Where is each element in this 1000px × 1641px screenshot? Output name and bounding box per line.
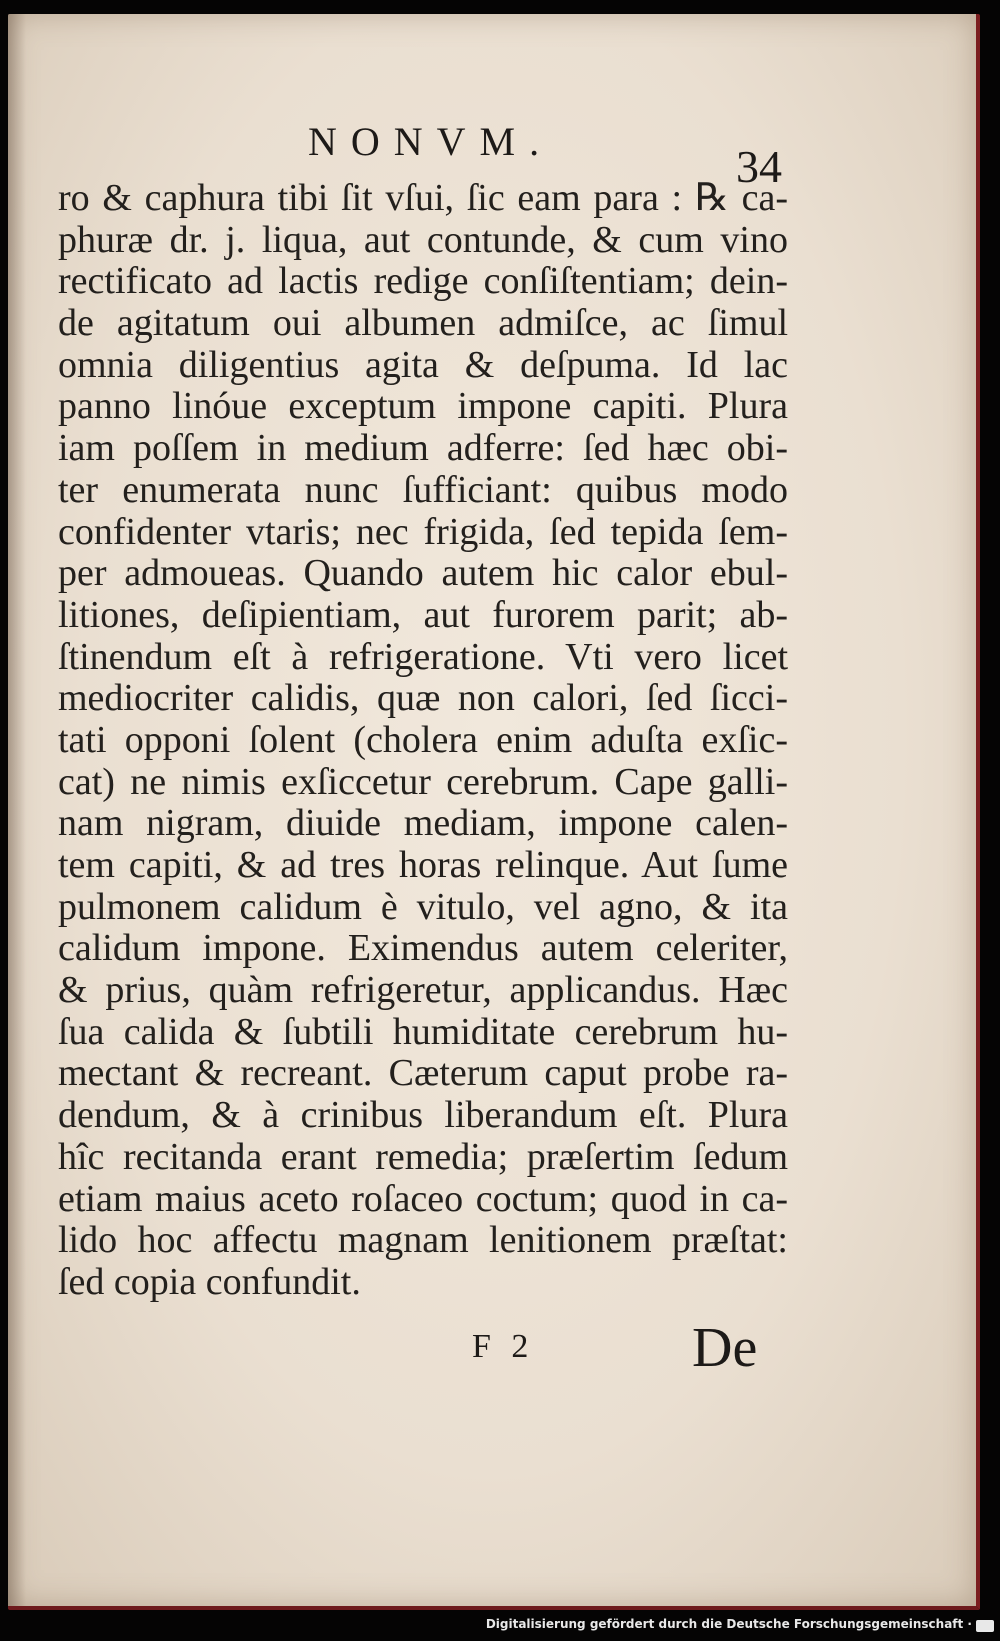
- text-line: de agitatum oui albumen admiſce, ac ſimul: [58, 302, 788, 345]
- text-line: tem capiti, & ad tres horas relinque. Aut ſume: [58, 844, 788, 886]
- text-line: phuræ dr. j. liqua, aut contunde, & cum vino: [58, 218, 788, 261]
- catchword: De: [692, 1317, 758, 1379]
- text-line: cat) ne nimis exſiccetur cerebrum. Cape galli-: [58, 760, 788, 803]
- text-line: mediocriter calidis, quæ non calori, ſed ſicci-: [58, 677, 788, 720]
- page-number: 34: [736, 141, 782, 192]
- text-line: ſed copia confundit.: [58, 1260, 361, 1303]
- text-line: ter enumerata nunc ſufficiant: quibus modo: [58, 468, 788, 511]
- text-line: & prius, quàm refrigeretur, applicandus. Hæc: [58, 969, 788, 1012]
- book-page: [8, 14, 980, 1610]
- text-line: lido hoc affectu magnam lenitionem præſtat:: [58, 1219, 788, 1262]
- text-line: ſtinendum eſt à refrigeratione. Vti vero licet: [58, 635, 788, 678]
- text-line: hîc recitanda erant remedia; præſertim ſedum: [58, 1135, 788, 1178]
- text-line: rectificato ad lactis redige conſiſtentiam; dein-: [58, 260, 788, 303]
- dfg-logo: [976, 1620, 994, 1632]
- signature-mark: F 2: [472, 1328, 535, 1365]
- text-line: ro & caphura tibi ſit vſui, ſic eam para : ℞ ca-: [58, 177, 788, 219]
- body-text: [58, 178, 788, 1304]
- digitization-credit: Digitalisierung gefördert durch die Deutsche Forschungsgemeinschaft ·: [485, 1617, 972, 1631]
- text-line: iam poſſem in medium adferre: ſed hæc obi-: [58, 427, 788, 470]
- text-line: panno linóue exceptum impone capiti. Plura: [58, 385, 788, 428]
- text-line: litiones, deſipientiam, aut furorem parit; ab-: [58, 593, 788, 636]
- text-line: mectant & recreant. Cæterum caput probe ra-: [58, 1052, 788, 1095]
- text-line: pulmonem calidum è vitulo, vel agno, & ita: [58, 885, 788, 928]
- text-line: per admoueas. Quando autem hic calor ebul-: [58, 552, 788, 595]
- text-line: etiam maius aceto roſaceo coctum; quod in ca-: [58, 1177, 788, 1220]
- text-line: confidenter vtaris; nec frigida, ſed tepida ſem-: [58, 510, 788, 553]
- text-line: ſua calida & ſubtili humiditate cerebrum hu-: [58, 1010, 788, 1053]
- running-head: NONVM.: [308, 119, 554, 164]
- text-line: dendum, & à crinibus liberandum eſt. Plura: [58, 1094, 788, 1137]
- text-line: nam nigram, diuide mediam, impone calen-: [58, 802, 788, 845]
- text-line: omnia diligentius agita & deſpuma. Id lac: [58, 343, 788, 386]
- text-line: tati opponi ſolent (cholera enim aduſta exſic-: [58, 718, 788, 761]
- text-line: calidum impone. Eximendus autem celeriter,: [58, 927, 788, 970]
